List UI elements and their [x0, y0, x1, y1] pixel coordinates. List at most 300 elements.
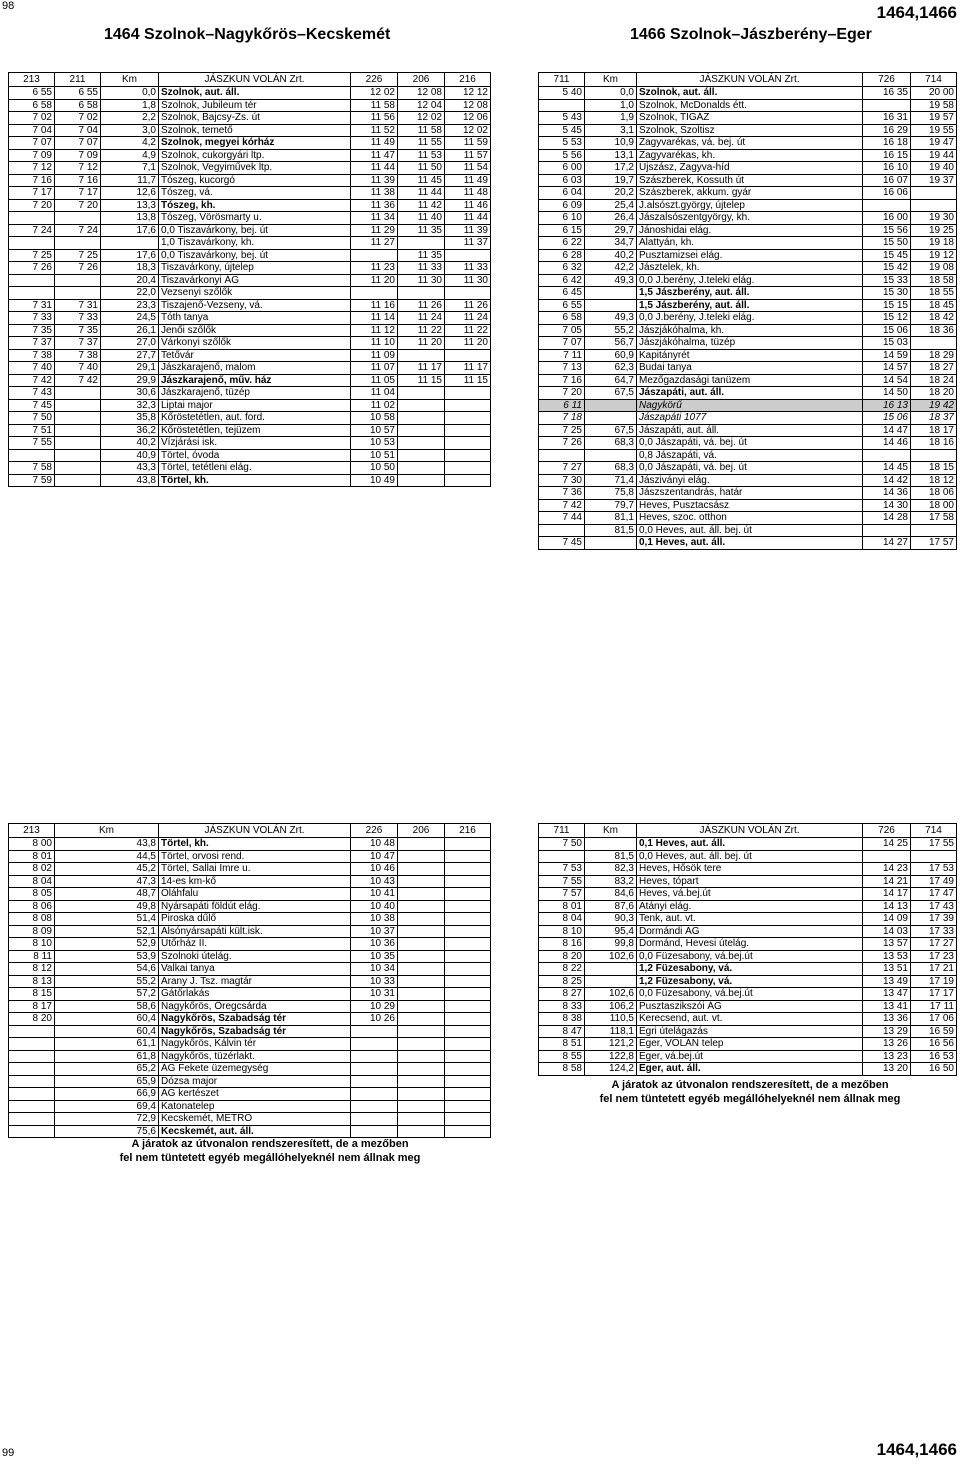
table-cell: 7 42 [9, 374, 55, 387]
table-cell [9, 1025, 55, 1038]
stop-name: Tószeg, Vörösmarty u. [159, 212, 351, 225]
column-header: JÁSZKUN VOLÁN Zrt. [159, 824, 351, 838]
table-cell: 7 33 [9, 312, 55, 325]
table-cell: 72,9 [55, 1113, 159, 1126]
stop-name: Kőröstetétlen, aut. ford. [159, 412, 351, 425]
table-cell [585, 838, 637, 851]
table-cell [398, 1125, 445, 1138]
table-cell: 102,6 [585, 988, 637, 1001]
table-cell: 10 36 [351, 938, 398, 951]
stop-name: 0,0 J.berény, J.teleki elág. [637, 274, 863, 287]
table-cell: 45,2 [55, 863, 159, 876]
stop-name: Szolnok, Szoltisz [637, 124, 863, 137]
table-cell [398, 1000, 445, 1013]
table-cell: 11 44 [398, 187, 445, 200]
table-cell: 7 37 [9, 337, 55, 350]
table-row [9, 1000, 491, 1013]
table-cell: 13 57 [863, 938, 911, 951]
stop-name: Heves, Pusztacsász [637, 499, 863, 512]
table-cell: 1,8 [101, 99, 159, 112]
table-cell [445, 1113, 491, 1126]
table-row [9, 1063, 491, 1076]
table-cell [445, 900, 491, 913]
stop-name: Jászkarajenő, műv. ház [159, 374, 351, 387]
stop-name: Törtel, kh. [159, 474, 351, 487]
table-cell: 14 23 [863, 863, 911, 876]
table-cell: 14 47 [863, 424, 911, 437]
table-cell: 17 06 [911, 1013, 957, 1026]
table-cell: 10 50 [351, 462, 398, 475]
page-number-top: 98 [2, 0, 15, 12]
table-row [539, 875, 957, 888]
stop-name: Liptai major [159, 399, 351, 412]
table-cell: 7 45 [539, 537, 585, 550]
table-cell: 8 10 [539, 925, 585, 938]
table-cell: 8 47 [539, 1025, 585, 1038]
table-cell [445, 1050, 491, 1063]
table-row [539, 162, 957, 175]
table-row [9, 224, 491, 237]
table-row [9, 449, 491, 462]
table-row [539, 249, 957, 262]
stop-name: Eger, aut. áll. [637, 1063, 863, 1076]
table-cell: 55,2 [55, 975, 159, 988]
table-cell: 15 06 [863, 324, 911, 337]
table-row [539, 1038, 957, 1051]
table-row [9, 362, 491, 375]
table-cell: 16 06 [863, 187, 911, 200]
table-cell: 27,7 [101, 349, 159, 362]
table-cell: 17 49 [911, 875, 957, 888]
table-cell: 7 13 [539, 362, 585, 375]
table-cell: 5 40 [539, 87, 585, 100]
table-cell: 24,5 [101, 312, 159, 325]
table-cell: 13 53 [863, 950, 911, 963]
table-cell [9, 287, 55, 300]
table-row [9, 87, 491, 100]
table-cell [445, 950, 491, 963]
table-cell: 11 40 [398, 212, 445, 225]
table-cell: 53,9 [55, 950, 159, 963]
table-cell: 18 15 [911, 462, 957, 475]
table-cell: 8 01 [539, 900, 585, 913]
stop-name: Nagykőrös, Kálvin tér [159, 1038, 351, 1051]
table-cell: 6 32 [539, 262, 585, 275]
stop-name: Újszász, Zagyva-híd [637, 162, 863, 175]
table-cell: 10,9 [585, 137, 637, 150]
table-cell [398, 900, 445, 913]
table-cell [445, 850, 491, 863]
table-cell: 7 16 [9, 174, 55, 187]
table-cell: 16 31 [863, 112, 911, 125]
table-cell [398, 462, 445, 475]
table-cell [585, 975, 637, 988]
table-cell: 7 09 [55, 149, 101, 162]
column-header: 206 [398, 824, 445, 838]
stop-name: Valkai tanya [159, 963, 351, 976]
table-cell: 5 43 [539, 112, 585, 125]
table-cell [863, 449, 911, 462]
table-row [9, 249, 491, 262]
table-row [539, 274, 957, 287]
table-cell: 13 51 [863, 963, 911, 976]
table-cell: 8 11 [9, 950, 55, 963]
stop-name: Nagykőrös, Szabadság tér [159, 1013, 351, 1026]
stop-name: 0,0 Heves, aut. áll. bej. út [637, 850, 863, 863]
table-cell: 35,8 [101, 412, 159, 425]
table-cell: 7 24 [9, 224, 55, 237]
stop-name: Arany J. Tsz. magtár [159, 975, 351, 988]
table-cell: 15 12 [863, 312, 911, 325]
table-cell: 15 33 [863, 274, 911, 287]
table-cell: 6 28 [539, 249, 585, 262]
table-cell [9, 212, 55, 225]
table-cell: 11 50 [398, 162, 445, 175]
table-cell: 27,0 [101, 337, 159, 350]
table-cell: 11 33 [398, 262, 445, 275]
table-cell: 7 38 [55, 349, 101, 362]
table-cell [398, 838, 445, 851]
table-row [539, 888, 957, 901]
table-cell: 13 41 [863, 1000, 911, 1013]
table-cell: 57,2 [55, 988, 159, 1001]
table-cell: 6 10 [539, 212, 585, 225]
stop-name: Jászjákóhalma, kh. [637, 324, 863, 337]
table-cell: 8 10 [9, 938, 55, 951]
table-cell: 11 30 [398, 274, 445, 287]
table-cell: 3,1 [585, 124, 637, 137]
table-row [539, 487, 957, 500]
table-cell: 51,4 [55, 913, 159, 926]
table-cell: 13,1 [585, 149, 637, 162]
table-cell [539, 99, 585, 112]
table-cell: 60,4 [55, 1013, 159, 1026]
table-row [9, 913, 491, 926]
table-cell: 55,2 [585, 324, 637, 337]
table-cell: 19 44 [911, 149, 957, 162]
table-cell: 11 53 [398, 149, 445, 162]
stop-name: Oláhfalu [159, 888, 351, 901]
stop-name: Kapitányrét [637, 349, 863, 362]
table-cell: 15 06 [863, 412, 911, 425]
stop-name: Heves, tópart [637, 875, 863, 888]
table-cell [445, 249, 491, 262]
table-cell [445, 963, 491, 976]
table-cell: 19 12 [911, 249, 957, 262]
stop-name: Alsónyársapáti kült.isk. [159, 925, 351, 938]
table-cell: 61,8 [55, 1050, 159, 1063]
table-cell: 8 25 [539, 975, 585, 988]
table-cell: 52,1 [55, 925, 159, 938]
table-row [9, 324, 491, 337]
table-cell [585, 299, 637, 312]
table-row [539, 287, 957, 300]
table-cell: 7 16 [539, 374, 585, 387]
stop-name: Jászapáti, aut. áll. [637, 387, 863, 400]
table-cell [863, 199, 911, 212]
table-cell: 81,5 [585, 524, 637, 537]
stop-name: Jánoshidai elág. [637, 224, 863, 237]
table-cell: 6 58 [9, 99, 55, 112]
table-cell: 11 33 [445, 262, 491, 275]
table-cell: 8 20 [9, 1013, 55, 1026]
table-cell: 18 12 [911, 474, 957, 487]
table-cell: 1,9 [585, 112, 637, 125]
table-row [9, 950, 491, 963]
stop-name: Heves, vá.bej.út [637, 888, 863, 901]
table-row [9, 112, 491, 125]
table-row [539, 87, 957, 100]
table-cell: 8 01 [9, 850, 55, 863]
table-cell [445, 349, 491, 362]
table-cell [911, 449, 957, 462]
table-cell: 19 40 [911, 162, 957, 175]
table-cell: 18,3 [101, 262, 159, 275]
table-cell [55, 237, 101, 250]
table-cell: 79,7 [585, 499, 637, 512]
table-cell [398, 888, 445, 901]
table-cell: 20 00 [911, 87, 957, 100]
table-cell: 7 02 [9, 112, 55, 125]
table-row [9, 412, 491, 425]
table-cell [351, 1038, 398, 1051]
page-number-bottom: 99 [2, 1447, 15, 1459]
footnote-1466 [560, 1078, 940, 1106]
table-cell: 0,0 [101, 87, 159, 100]
table-cell: 12,6 [101, 187, 159, 200]
stop-name: Piroska dűlő [159, 913, 351, 926]
table-cell [9, 1125, 55, 1138]
table-cell: 40,2 [101, 437, 159, 450]
table-cell: 68,3 [585, 437, 637, 450]
table-row [539, 237, 957, 250]
table-cell: 58,6 [55, 1000, 159, 1013]
table-cell: 16 18 [863, 137, 911, 150]
table-row [539, 838, 957, 851]
table-cell [9, 1113, 55, 1126]
table-cell: 7 17 [9, 187, 55, 200]
table-cell [351, 1125, 398, 1138]
table-cell: 48,7 [55, 888, 159, 901]
table-cell: 7 05 [539, 324, 585, 337]
table-cell [585, 399, 637, 412]
table-cell: 65,2 [55, 1063, 159, 1076]
table-row [539, 975, 957, 988]
table-row [9, 274, 491, 287]
table-cell: 60,4 [55, 1025, 159, 1038]
stop-name: 0,0 Füzesabony, vá.bej.út [637, 950, 863, 963]
table-cell [445, 988, 491, 1001]
stop-name: Jászapáti, aut. áll. [637, 424, 863, 437]
column-header: 216 [445, 824, 491, 838]
stop-name: Mezőgazdasági tanüzem [637, 374, 863, 387]
table-cell: 19 47 [911, 137, 957, 150]
table-cell: 11 20 [398, 337, 445, 350]
table-cell: 11 17 [445, 362, 491, 375]
stop-name: Eger, VOLÁN telep [637, 1038, 863, 1051]
stop-name: ÁG kertészet [159, 1088, 351, 1101]
table-cell [445, 437, 491, 450]
table-cell: 11 27 [351, 237, 398, 250]
stop-name: Szolnok, aut. áll. [159, 87, 351, 100]
table-cell: 67,5 [585, 387, 637, 400]
table-cell: 18 36 [911, 324, 957, 337]
table-cell: 118,1 [585, 1025, 637, 1038]
stop-name: Jásztelek, kh. [637, 262, 863, 275]
table-cell: 11 15 [398, 374, 445, 387]
table-row [539, 437, 957, 450]
table-cell [445, 424, 491, 437]
column-header: 711 [539, 824, 585, 838]
table-cell: 17 17 [911, 988, 957, 1001]
stop-name: Szolnok, cukorgyári ltp. [159, 149, 351, 162]
table-row [539, 199, 957, 212]
column-header: 216 [445, 73, 491, 87]
table-cell [351, 287, 398, 300]
table-cell: 64,7 [585, 374, 637, 387]
table-cell: 11 46 [445, 199, 491, 212]
table-cell: 7 09 [9, 149, 55, 162]
stop-name: Nagykőrös, tüzérlakt. [159, 1050, 351, 1063]
stop-name: Kecskemét, METRO [159, 1113, 351, 1126]
table-cell: 95,4 [585, 925, 637, 938]
table-cell: 22,0 [101, 287, 159, 300]
table-cell: 10 47 [351, 850, 398, 863]
table-cell: 11 48 [445, 187, 491, 200]
table-cell: 14 28 [863, 512, 911, 525]
table-cell: 7 26 [9, 262, 55, 275]
table-cell: 7 31 [55, 299, 101, 312]
table-cell: 4,9 [101, 149, 159, 162]
table-cell: 7 42 [55, 374, 101, 387]
table-cell: 12 06 [445, 112, 491, 125]
table-cell [398, 1038, 445, 1051]
table-cell [351, 1063, 398, 1076]
stop-name: Gátőrlakás [159, 988, 351, 1001]
table-cell [351, 1050, 398, 1063]
table-cell: 7 25 [539, 424, 585, 437]
table-cell: 14 45 [863, 462, 911, 475]
stop-name: 0,8 Jászapáti, vá. [637, 449, 863, 462]
table-cell: 43,8 [101, 474, 159, 487]
table-cell [55, 387, 101, 400]
table-cell: 10 33 [351, 975, 398, 988]
table-cell [445, 462, 491, 475]
table-cell: 36,2 [101, 424, 159, 437]
table-cell [445, 1000, 491, 1013]
stop-name: 0,0 Jászapáti, vá. bej. út [637, 437, 863, 450]
table-cell [911, 524, 957, 537]
table-cell: 23,3 [101, 299, 159, 312]
table-cell: 11 52 [351, 124, 398, 137]
table-cell [55, 287, 101, 300]
table-cell [445, 1063, 491, 1076]
stop-name: Szolnok, aut. áll. [637, 87, 863, 100]
stop-name: Vezsenyi szőlők [159, 287, 351, 300]
table-row [539, 99, 957, 112]
table-row [9, 299, 491, 312]
stop-name: 1,2 Füzesabony, vá. [637, 963, 863, 976]
table-cell: 7 17 [55, 187, 101, 200]
table-cell: 19 42 [911, 399, 957, 412]
table-row [9, 99, 491, 112]
table-cell [351, 1100, 398, 1113]
table-cell: 18 27 [911, 362, 957, 375]
table-cell: 34,7 [585, 237, 637, 250]
table-cell [9, 449, 55, 462]
table-cell: 7 07 [55, 137, 101, 150]
table-row [9, 875, 491, 888]
timetable-1464-upper [8, 72, 491, 487]
table-cell [585, 537, 637, 550]
stop-name: Kőröstetétlen, tejüzem [159, 424, 351, 437]
table-cell: 7 20 [55, 199, 101, 212]
table-row [539, 512, 957, 525]
table-cell [398, 437, 445, 450]
table-cell: 11 05 [351, 374, 398, 387]
table-cell: 11 42 [398, 199, 445, 212]
table-cell: 11 44 [445, 212, 491, 225]
stop-name: 0,0 Heves, aut. áll. bej. út [637, 524, 863, 537]
table-cell: 11 15 [445, 374, 491, 387]
table-cell: 7 02 [55, 112, 101, 125]
table-cell: 7 45 [9, 399, 55, 412]
stop-name: 0,0 Tiszavárkony, bej. út [159, 224, 351, 237]
table-cell: 6 45 [539, 287, 585, 300]
table-row [539, 913, 957, 926]
stop-name: Budai tanya [637, 362, 863, 375]
table-cell: 6 42 [539, 274, 585, 287]
stop-name: Vízjárási isk. [159, 437, 351, 450]
stop-name: Jászkarajenő, malom [159, 362, 351, 375]
table-cell [9, 1038, 55, 1051]
table-cell: 10 41 [351, 888, 398, 901]
table-cell: 7,1 [101, 162, 159, 175]
table-cell: 7 20 [539, 387, 585, 400]
table-cell [55, 449, 101, 462]
stop-name: 0,0 Tiszavárkony, bej. út [159, 249, 351, 262]
column-header: 714 [911, 824, 957, 838]
table-row [9, 1125, 491, 1138]
table-cell: 83,2 [585, 875, 637, 888]
table-cell: 11 20 [351, 274, 398, 287]
table-row [9, 199, 491, 212]
table-row [9, 262, 491, 275]
table-cell: 15 45 [863, 249, 911, 262]
table-cell: 67,5 [585, 424, 637, 437]
table-row [539, 349, 957, 362]
stop-name: Eger, vá.bej.út [637, 1050, 863, 1063]
table-cell [55, 474, 101, 487]
table-cell: 11 59 [445, 137, 491, 150]
column-header: 726 [863, 824, 911, 838]
table-cell: 14 09 [863, 913, 911, 926]
table-cell: 15 56 [863, 224, 911, 237]
table-cell [445, 412, 491, 425]
stop-name: Törtel, Sallai Imre u. [159, 863, 351, 876]
stop-name: Jászapáti 1077 [637, 412, 863, 425]
table-cell: 13,3 [101, 199, 159, 212]
stop-name: Nagykőrös, Szabadság tér [159, 1025, 351, 1038]
table-cell [539, 524, 585, 537]
table-row [9, 1050, 491, 1063]
table-cell: 11 17 [398, 362, 445, 375]
stop-name: Szolnoki útelág. [159, 950, 351, 963]
table-cell [55, 424, 101, 437]
table-row [9, 312, 491, 325]
table-row [9, 900, 491, 913]
stop-name: Heves, szoc. otthon [637, 512, 863, 525]
